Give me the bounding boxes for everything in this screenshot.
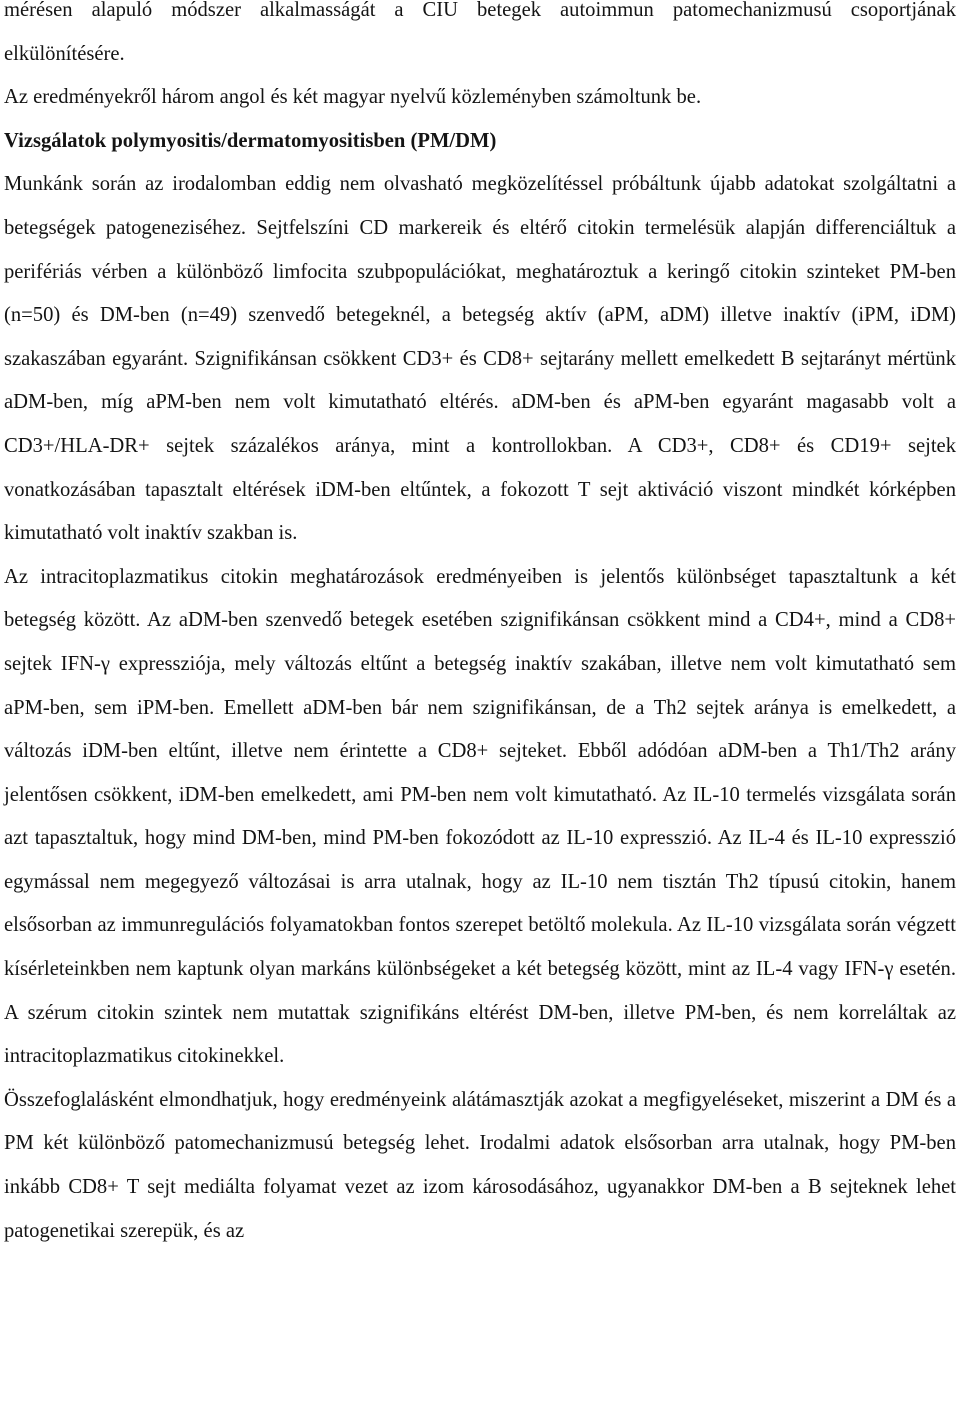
section-heading-pm-dm: Vizsgálatok polymyositis/dermatomyositisben (PM/DM) [4,129,497,152]
paragraph-lymphocyte-subpopulations: Munkánk során az irodalomban eddig nem olvasható megközelítéssel próbáltunk újabb adatokat szolgáltatni a betegségek patogeneziséhez. Sejtfelszíni CD markereik és eltérő citokin termelésük alapján differenciáltuk a perifériás vérben a különböző limfocita szubpopulációkat, meghatároztuk a keringő citokin szinteket PM-ben (n=50) és DM-ben (n=49) szenvedő betegeknél, a betegség aktív (aPM, aDM) illetve inaktív (iPM, iDM) szakaszában egyaránt. Szignifikánsan csökkent CD3+ és CD8+ sejtarány mellett emelkedett B sejtarányt mértünk aDM-ben, míg aPM-ben nem volt kimutatható eltérés. aDM-ben és aPM-ben egyaránt magasabb volt a CD3+/HLA-DR+ sejtek százalékos aránya, mint a kontrollokban. A CD3+, CD8+ és CD19+ sejtek vonatkozásában tapasztalt eltérések iDM-ben eltűntek, a fokozott T sejt aktiváció viszont mindkét kórképben kimutatható volt inaktív szakban is. [4,173,956,545]
paragraph-ciu-continuation: mérésen alapuló módszer alkalmasságát a CIU betegek autoimmun patomechanizmusú csoportjának elkülönítésére. [4,0,956,65]
paragraph-summary: Összefoglalásként elmondhatjuk, hogy eredményeink alátámasztják azokat a megfigyeléseket, miszerint a DM és a PM két különböző patomechanizmusú betegség lehet. Irodalmi adatok elsősorban arra utalnak, hogy PM-ben inkább CD8+ T sejt mediálta folyamat vezet az izom károsodásához, ugyanakkor DM-ben a B sejteknek lehet patogenetikai szerepük, és az [4,1088,956,1242]
paragraph-publications: Az eredményekről három angol és két magyar nyelvű közleményben számoltunk be. [4,86,702,109]
document-page [4,0,956,1253]
paragraph-intracytoplasmic-cytokines: Az intracitoplazmatikus citokin meghatározások eredményeiben is jelentős különbséget tapasztaltunk a két betegség között. Az aDM-ben szenvedő betegek esetében szignifikánsan csökkent mind a CD4+, mind a CD8+ sejtek IFN-γ expressziója, mely változás eltűnt a betegség inaktív szakában, illetve nem volt kimutatható sem aPM-ben, sem iPM-ben. Emellett aDM-ben bár nem szignifikánsan, de a Th2 sejtek aránya is emelkedett, a változás iDM-ben eltűnt, illetve nem érintette a CD8+ sejteket. Ebből adódóan aDM-ben a Th1/Th2 arány jelentősen csökkent, iDM-ben emelkedett, ami PM-ben nem volt kimutatható. Az IL-10 termelés vizsgálata során azt tapasztaltuk, hogy mind DM-ben, mind PM-ben fokozódott az IL-10 expresszió. Az IL-4 és IL-10 expresszió egymással nem megegyező változásai is arra utalnak, hogy az IL-10 nem tisztán Th2 típusú citokin, hanem elsősorban az immunregulációs folyamatokban fontos szerepet betöltő molekula. Az IL-10 vizsgálata során végzett kísérleteinkben nem kaptunk olyan markáns különbségeket a két betegség között, mint az IL-4 vagy IFN-γ esetén. A szérum citokin szintek nem mutattak szignifikáns eltérést DM-ben, illetve PM-ben, és nem korreláltak az intracitoplazmatikus citokinekkel. [4,565,956,1068]
